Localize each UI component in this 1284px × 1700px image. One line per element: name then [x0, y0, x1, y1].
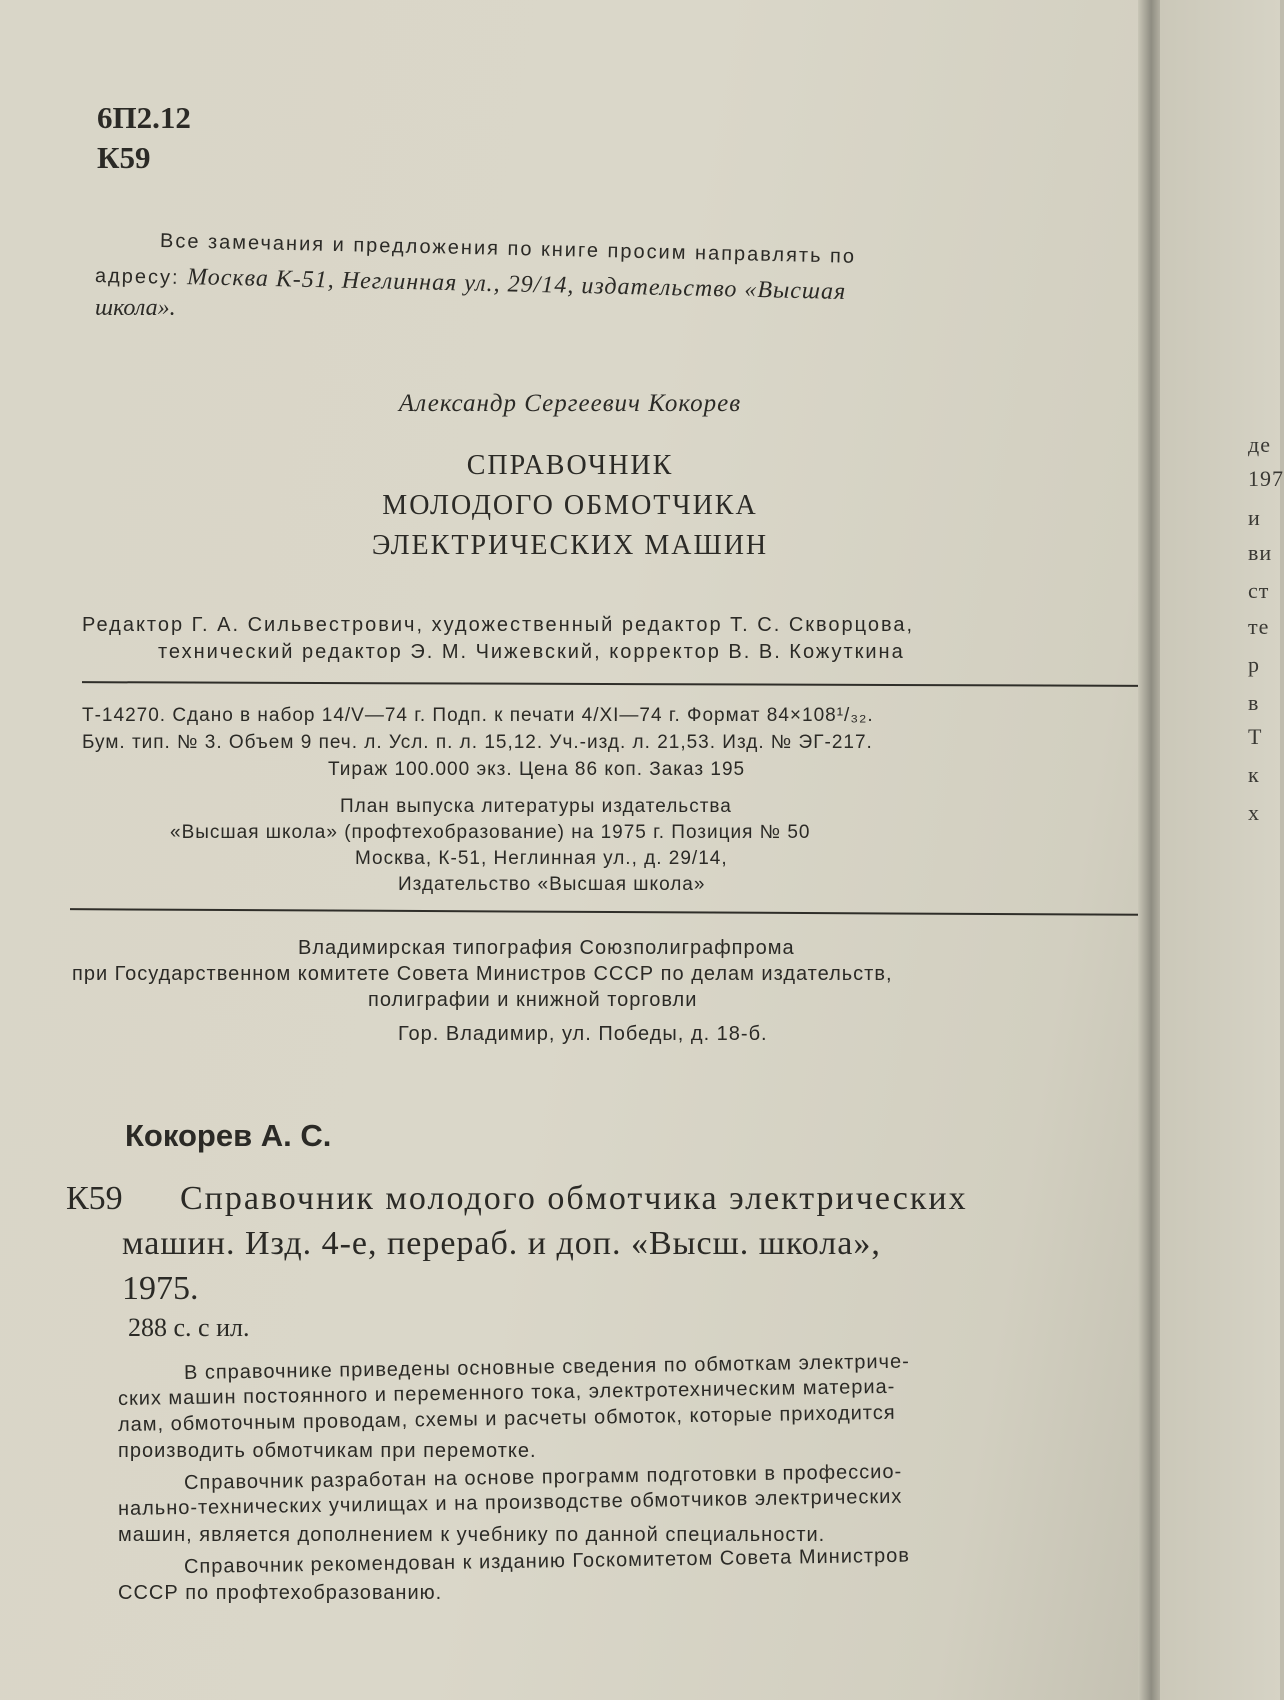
title-line-1: СПРАВОЧНИК: [466, 450, 674, 481]
printer-line-3: полиграфии и книжной торговли: [368, 989, 698, 1011]
abstract-line-6: нально-технических училищах и на производстве обмотчиков электрических: [117, 1485, 903, 1520]
divider-1: [82, 681, 1140, 687]
notice-line-3: школа».: [95, 295, 176, 321]
fragment-5: ст: [1248, 578, 1270, 603]
catalog-pages: 288 с. с ил.: [128, 1313, 250, 1342]
editors-line-2: технический редактор Э. М. Чижевский, корректор В. В. Кожуткина: [158, 641, 905, 663]
catalog-entry-line-1: Справочник молодого обмотчика электрических: [180, 1180, 968, 1217]
catalog-entry-line-3: 1975.: [122, 1270, 199, 1307]
abstract-line-3: лам, обмоточным проводам, схемы и расчеты обмоток, которые приходится: [117, 1401, 896, 1436]
title-line-3: ЭЛЕКТРИЧЕСКИХ МАШИН: [371, 530, 769, 561]
printer-line-4: Гор. Владимир, ул. Победы, д. 18-б.: [398, 1023, 768, 1045]
fragment-4: ви: [1248, 540, 1273, 565]
catalog-entry-line-2: машин. Изд. 4-е, перераб. и доп. «Высш. школа»,: [122, 1225, 881, 1262]
print-data-line-1: Т-14270. Сдано в набор 14/V—74 г. Подп. к печати 4/XI—74 г. Формат 84×108¹/₃₂.: [82, 705, 874, 726]
abstract-line-4: производить обмотчикам при перемотке.: [118, 1440, 537, 1462]
fragment-6: те: [1248, 614, 1270, 639]
fragment-9: Т: [1248, 724, 1263, 749]
plan-line-4: Издательство «Высшая школа»: [398, 874, 706, 895]
abstract-line-5: Справочник разработан на основе программ подготовки в профессио-: [183, 1460, 903, 1494]
fragment-8: в: [1248, 690, 1260, 715]
plan-line-1: План выпуска литературы издательства: [340, 796, 732, 817]
plan-line-2: «Высшая школа» (профтехобразование) на 1975 г. Позиция № 50: [170, 822, 811, 843]
print-data-line-3: Тираж 100.000 экз. Цена 86 коп. Заказ 195: [328, 759, 746, 780]
notice-address: Москва К-51, Неглинная ул., 29/14, издательство «Высшая: [186, 264, 847, 306]
abstract-line-8: Справочник рекомендован к изданию Госкомитетом Совета Министров: [183, 1544, 911, 1578]
plan-line-3: Москва, К-51, Неглинная ул., д. 29/14,: [355, 848, 728, 869]
divider-2: [70, 908, 1152, 916]
printer-line-1: Владимирская типография Союзполиграфпрома: [298, 937, 795, 959]
catalog-author: Кокорев А. С.: [125, 1118, 332, 1153]
abstract-line-9: СССР по профтехобразованию.: [118, 1582, 443, 1604]
fragment-1: де: [1248, 432, 1271, 457]
fragment-2: 197: [1248, 466, 1284, 491]
shelf-code: К59: [97, 140, 151, 175]
notice-line-2: [95, 262, 847, 306]
print-data-line-2: Бум. тип. № 3. Объем 9 печ. л. Усл. п. л. 15,12. Уч.-изд. л. 21,53. Изд. № ЭГ-217.: [82, 732, 873, 753]
title-line-2: МОЛОДОГО ОБМОТЧИКА: [382, 490, 758, 521]
author-name: Александр Сергеевич Кокорев: [398, 390, 742, 417]
fragment-10: к: [1248, 762, 1260, 787]
classification-code: 6П2.12: [97, 100, 191, 135]
fragment-11: х: [1248, 800, 1260, 825]
notice-address-prefix: адресу:: [94, 265, 188, 290]
abstract-line-2: ских машин постоянного и переменного тока, электротехническим материа-: [117, 1375, 896, 1410]
fragment-3: и: [1248, 505, 1261, 530]
fragment-7: р: [1248, 652, 1260, 677]
abstract-line-7: машин, является дополнением к учебнику по данной специальности.: [118, 1524, 826, 1546]
catalog-shelf: К59: [66, 1180, 123, 1217]
editors-line-1: Редактор Г. А. Сильвестрович, художественный редактор Т. С. Скворцова,: [82, 614, 915, 636]
adjacent-page: [1160, 0, 1280, 1700]
printer-line-2: при Государственном комитете Совета Министров СССР по делам издательств,: [72, 963, 893, 985]
notice-line-1: Все замечания и предложения по книге просим направлять по: [159, 230, 857, 268]
book-gutter-shadow: [1138, 0, 1162, 1700]
abstract-line-1: В справочнике приведены основные сведения по обмоткам электриче-: [183, 1350, 910, 1384]
